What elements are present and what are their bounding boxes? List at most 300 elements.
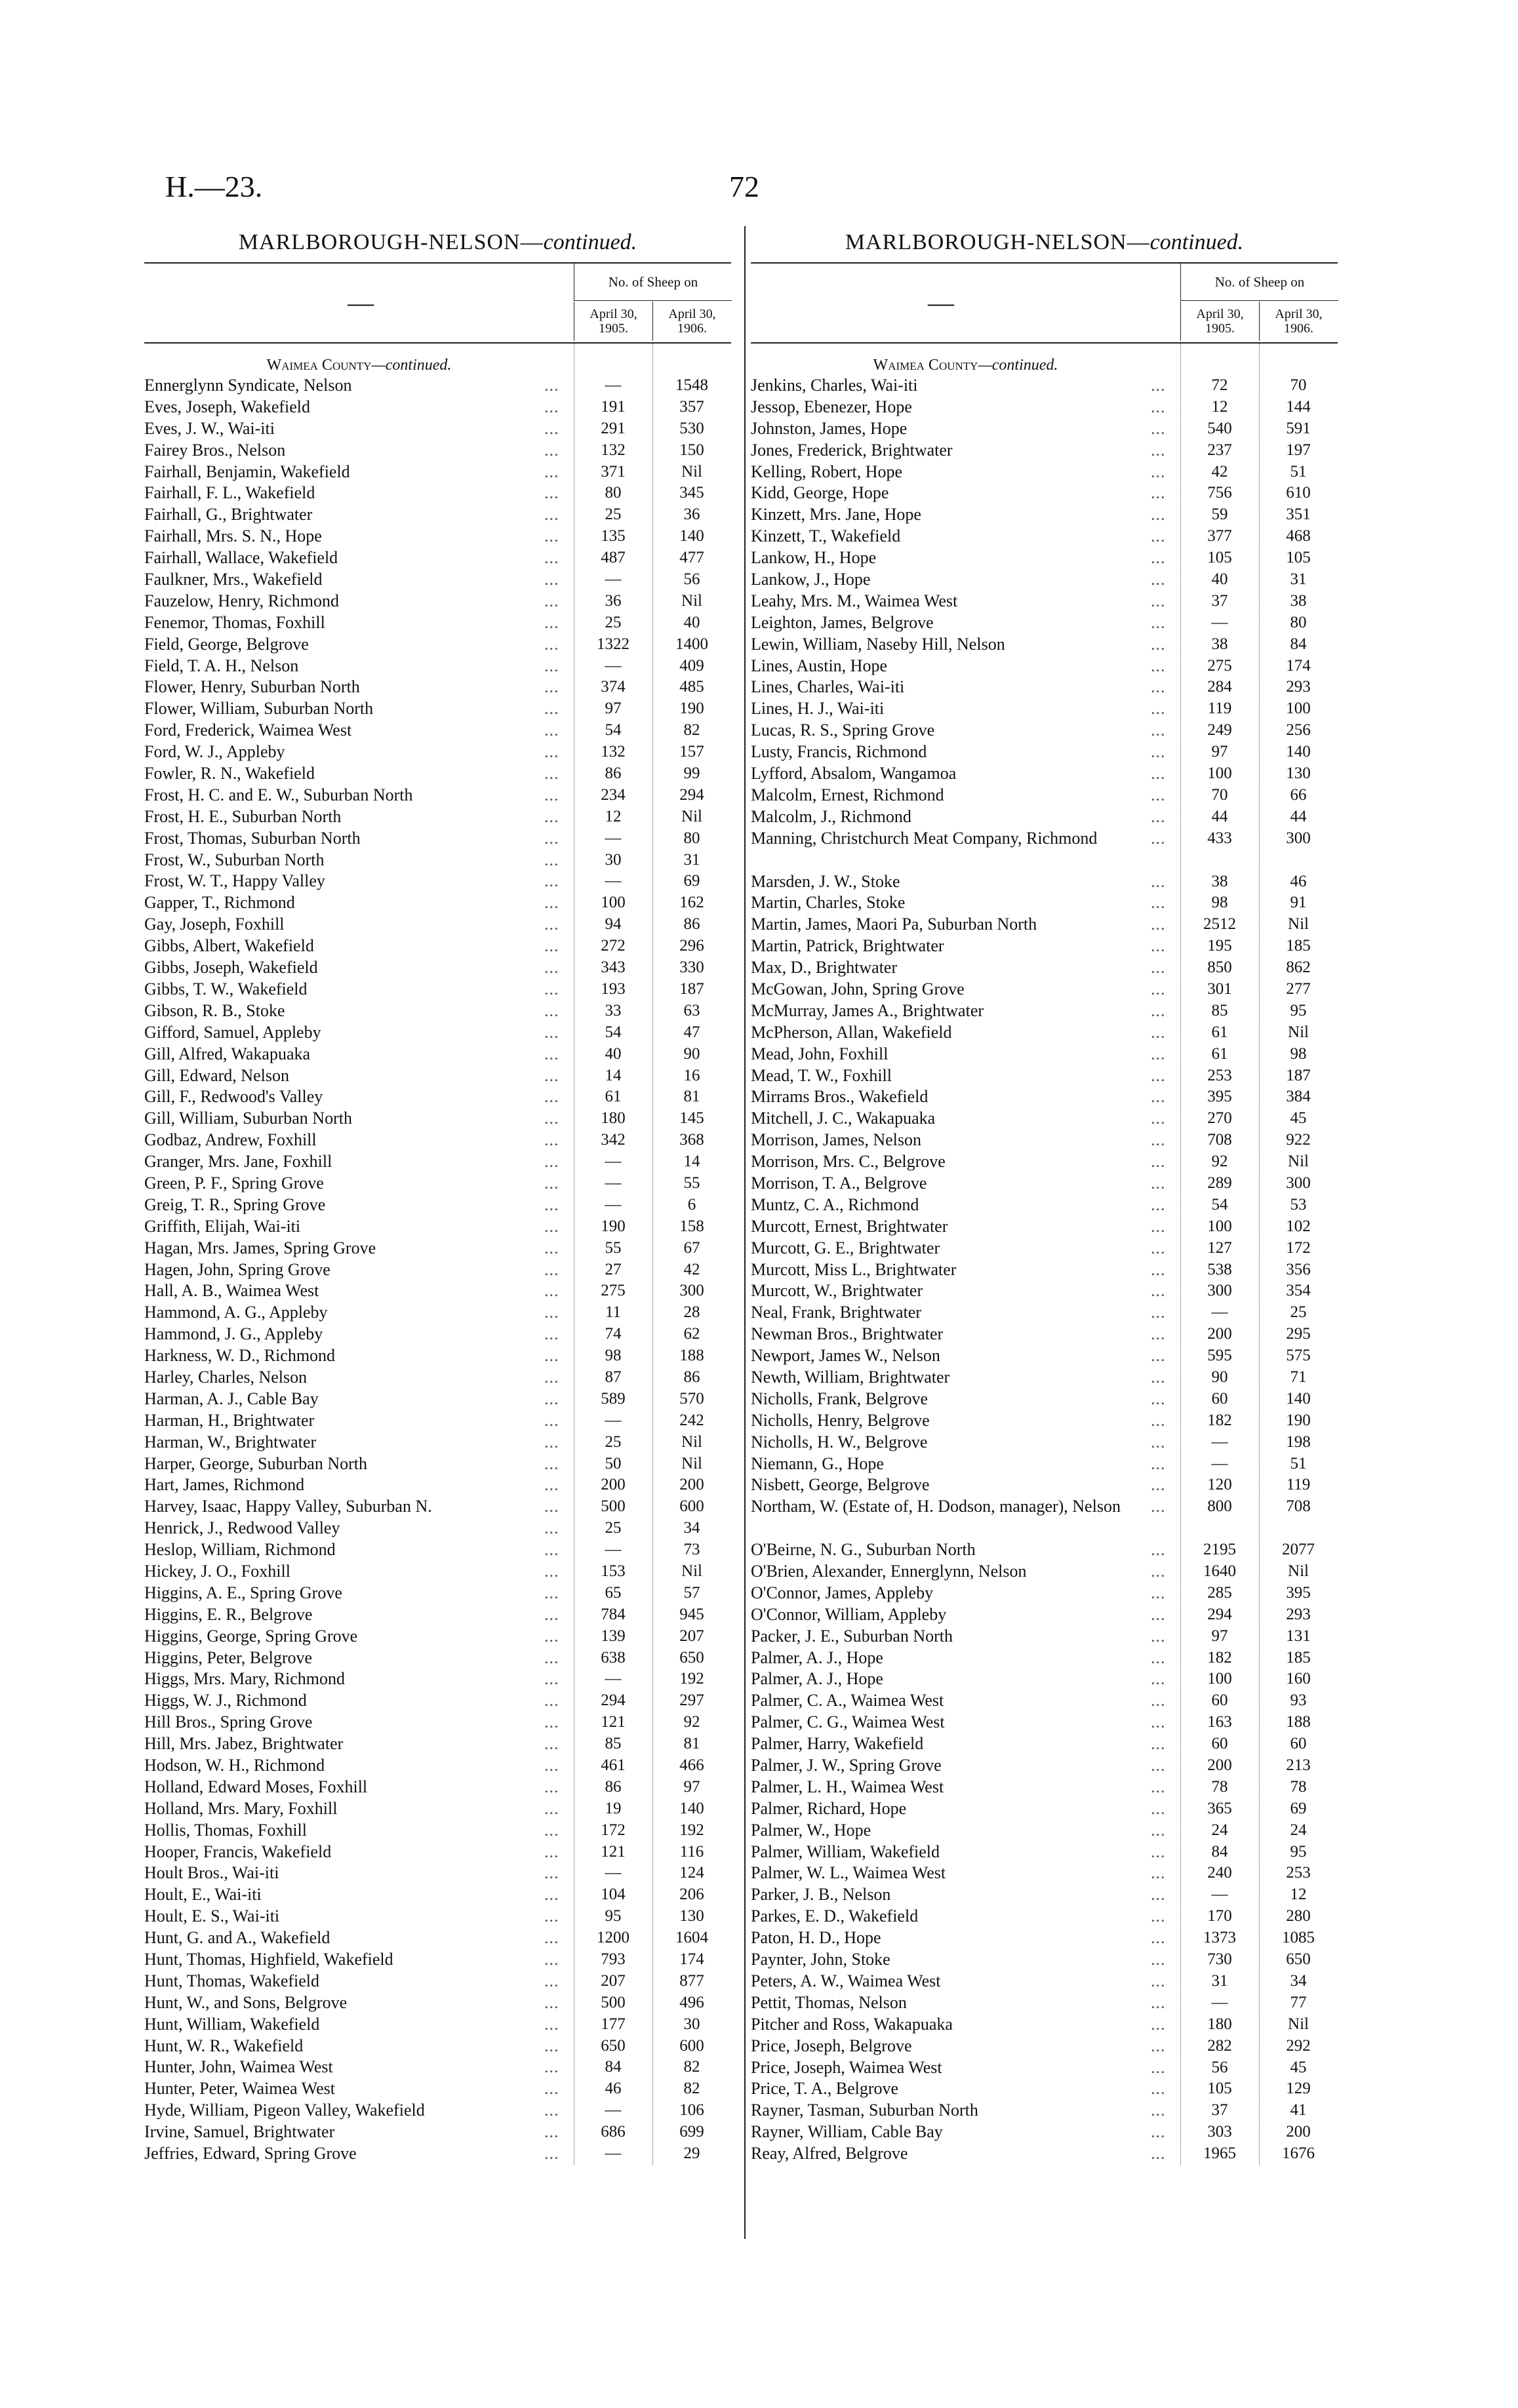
owner-name: Murcott, Miss L., Brightwater [751, 1259, 957, 1279]
owner-name: Faulkner, Mrs., Wakefield [144, 570, 323, 589]
table-row [144, 2143, 731, 2165]
sheep-1905: 84 [1211, 1842, 1228, 1861]
sheep-1905: 54 [1211, 1195, 1228, 1214]
sheep-1905: 686 [601, 2123, 626, 2141]
sheep-1906: 185 [1286, 1648, 1311, 1667]
owner-name: Frost, Thomas, Suburban North [144, 828, 361, 848]
right-table-body [751, 344, 1338, 2165]
leader-dots: ... [1151, 1000, 1166, 1020]
sheep-1906: 90 [683, 1044, 700, 1063]
table-row [144, 2014, 731, 2036]
sheep-1906: 351 [1286, 505, 1311, 524]
table-row [144, 1561, 731, 1583]
owner-name: O'Connor, James, Appleby [751, 1583, 934, 1602]
table-row [144, 1777, 731, 1798]
leader-dots: ... [544, 526, 559, 546]
sheep-1906: 174 [1286, 656, 1311, 675]
leader-dots: ... [544, 1022, 559, 1042]
owner-name: Ford, W. J., Appleby [144, 742, 285, 762]
table-row [144, 828, 731, 850]
table-row [751, 1065, 1338, 1087]
table-row [144, 1302, 731, 1324]
leader-dots: ... [1151, 893, 1166, 913]
owner-name: Leighton, James, Belgrove [751, 612, 934, 632]
leader-dots: ... [1151, 915, 1166, 934]
sheep-1905: 25 [605, 505, 622, 524]
owner-name: Harvey, Isaac, Happy Valley, Suburban N. [144, 1497, 432, 1516]
owner-name: Palmer, William, Wakefield [751, 1842, 940, 1861]
sheep-1906: 36 [683, 505, 700, 524]
sheep-1905: 303 [1207, 2123, 1232, 2141]
sheep-1905: 30 [605, 850, 622, 869]
sheep-1905: 60 [1211, 1691, 1228, 1710]
sheep-1906: 187 [679, 979, 704, 998]
owner-name: Harper, George, Suburban North [144, 1453, 367, 1473]
sheep-1906: 16 [683, 1066, 700, 1084]
sheep-1906: 41 [1290, 2101, 1307, 2120]
table-row [751, 1022, 1338, 1044]
sheep-1905: 2195 [1203, 1541, 1236, 1559]
sheep-1905: 756 [1207, 484, 1232, 502]
owner-name: Palmer, A. J., Hope [751, 1669, 883, 1689]
table-row [751, 1539, 1338, 1561]
leader-dots: ... [544, 1626, 559, 1646]
owner-name: Harley, Charles, Nelson [144, 1367, 308, 1387]
leader-dots: ... [544, 591, 559, 610]
sheep-1905: 800 [1207, 1497, 1232, 1516]
date-1906-header: April 30, 1906. [652, 302, 731, 341]
leader-dots: ... [1151, 720, 1166, 740]
table-row [751, 1863, 1338, 1884]
right-column [751, 223, 1338, 2165]
table-row [751, 741, 1338, 763]
table-row [144, 1324, 731, 1345]
table-row [751, 1668, 1338, 1690]
sheep-1905: 85 [1211, 1001, 1228, 1019]
sheep-1905: 46 [605, 2080, 622, 2098]
table-row [144, 1604, 731, 1626]
sheep-1905: 74 [605, 1325, 622, 1343]
leader-dots: ... [1151, 1173, 1166, 1193]
sheep-1906: 292 [1286, 2036, 1311, 2055]
owner-name: Fauzelow, Henry, Richmond [144, 591, 340, 610]
sheep-1906: 610 [1286, 484, 1311, 502]
owner-name: Newth, William, Brightwater [751, 1367, 950, 1387]
table-row [144, 763, 731, 785]
sheep-1905: 50 [605, 1454, 622, 1472]
leader-dots: ... [544, 1065, 559, 1085]
sheep-1905: 650 [601, 2036, 626, 2055]
sheep-1905: 294 [601, 1691, 626, 1710]
table-row [751, 892, 1338, 914]
leader-dots: ... [1151, 1303, 1166, 1322]
table-row [751, 1453, 1338, 1475]
owner-name: Kidd, George, Hope [751, 483, 889, 503]
owner-name: Hill, Mrs. Jabez, Brightwater [144, 1734, 344, 1754]
sheep-1905: 86 [605, 764, 622, 783]
sheep-1905: 38 [1211, 635, 1228, 653]
owner-name: Hagan, Mrs. James, Spring Grove [144, 1238, 376, 1257]
leader-dots: ... [1151, 1216, 1166, 1236]
leader-dots: ... [544, 1604, 559, 1624]
leader-dots: ... [544, 806, 559, 826]
leader-dots: ... [544, 720, 559, 740]
sheep-1905: 177 [601, 2015, 626, 2033]
table-row [751, 1280, 1338, 1302]
table-row [751, 1130, 1338, 1151]
sheep-1905: 54 [605, 1023, 622, 1041]
left-table-body [144, 344, 731, 2165]
sheep-1905: 59 [1211, 505, 1228, 524]
sheep-1906: 296 [679, 937, 704, 955]
sheep-1906: 80 [1290, 613, 1307, 631]
owner-name: Higgins, A. E., Spring Grove [144, 1583, 342, 1602]
leader-dots: ... [544, 1971, 559, 1990]
table-row [144, 1863, 731, 1884]
table-row [144, 957, 731, 979]
table-row [144, 914, 731, 936]
leader-dots: ... [544, 1346, 559, 1366]
table-row [144, 1798, 731, 1820]
sheep-1905: 282 [1207, 2036, 1232, 2055]
owner-name: Holland, Mrs. Mary, Foxhill [144, 1798, 338, 1818]
table-row [144, 741, 731, 763]
owner-name: McMurray, James A., Brightwater [751, 1000, 984, 1020]
sheep-1906: 53 [1290, 1195, 1307, 1214]
sheep-1905: 284 [1207, 678, 1232, 696]
sheep-1905: 2512 [1203, 915, 1236, 934]
sheep-1905: 100 [1207, 764, 1232, 783]
table-row [144, 1367, 731, 1389]
leader-dots: ... [544, 2057, 559, 2077]
table-row [144, 1065, 731, 1087]
owner-name: Hart, James, Richmond [144, 1475, 305, 1495]
leader-dots: ... [1151, 1281, 1166, 1301]
owner-name: Hunt, William, Wakefield [144, 2014, 320, 2034]
sheep-1905: 54 [605, 721, 622, 740]
sheep-1906: 157 [679, 743, 704, 761]
leader-dots: ... [544, 483, 559, 503]
sheep-1905: 55 [605, 1238, 622, 1257]
sheep-1906: 81 [683, 1735, 700, 1753]
sheep-1906: 77 [1290, 1993, 1307, 2011]
sheep-1905: 1322 [597, 635, 629, 653]
leader-dots: ... [1151, 1109, 1166, 1128]
owner-name: Hunt, Thomas, Wakefield [144, 1971, 320, 1990]
owner-name: Palmer, J. W., Spring Grove [751, 1756, 942, 1775]
sheep-1905: 638 [601, 1648, 626, 1667]
table-row [144, 1151, 731, 1173]
sheep-1906: 200 [679, 1476, 704, 1494]
owner-name: Palmer, Harry, Wakefield [751, 1734, 924, 1754]
leader-dots: ... [544, 2122, 559, 2142]
sheep-1905: 78 [1211, 1777, 1228, 1796]
owner-name: Newman Bros., Brightwater [751, 1324, 944, 1344]
leader-dots: ... [1151, 1324, 1166, 1344]
owner-name: Mead, T. W., Foxhill [751, 1065, 892, 1085]
sheep-1906: 31 [1290, 570, 1307, 589]
sheep-1906: 24 [1290, 1821, 1307, 1839]
table-row [144, 1690, 731, 1712]
sheep-1906: 862 [1286, 958, 1311, 977]
leader-dots: ... [1151, 699, 1166, 719]
owner-name: Palmer, W., Hope [751, 1820, 871, 1840]
leader-dots: ... [544, 1497, 559, 1516]
leader-dots: ... [1151, 1906, 1166, 1926]
table-row [144, 2122, 731, 2143]
owner-name: Lines, H. J., Wai-iti [751, 699, 885, 719]
sheep-1905: 377 [1207, 527, 1232, 545]
sheep-1906: 877 [679, 1971, 704, 1990]
owner-name: Hammond, J. G., Appleby [144, 1324, 323, 1344]
table-row [144, 1648, 731, 1669]
sheep-1906: 86 [683, 1368, 700, 1386]
sheep-1906: 188 [679, 1347, 704, 1365]
owner-name: Parkes, E. D., Wakefield [751, 1906, 919, 1926]
sheep-1906: Nil [681, 591, 702, 610]
sheep-1906: 200 [1286, 2123, 1311, 2141]
sheep-1905: 730 [1207, 1950, 1232, 1969]
owner-name: Rayner, William, Cable Bay [751, 2122, 943, 2142]
table-row [144, 440, 731, 462]
sheep-1906: Nil [681, 462, 702, 481]
leader-dots: ... [544, 2036, 559, 2055]
leader-dots: ... [544, 1906, 559, 1926]
sheep-1906: 6 [687, 1195, 696, 1214]
page-number: 72 [729, 170, 759, 203]
table-row [751, 504, 1338, 526]
sheep-1905: 37 [1211, 591, 1228, 610]
sheep-1906: 330 [679, 958, 704, 977]
sheep-1906: 47 [683, 1023, 700, 1041]
sheep-1906: 496 [679, 1993, 704, 2011]
sheep-1905: 193 [601, 979, 626, 998]
owner-name: Fairhall, F. L., Wakefield [144, 483, 315, 503]
page-identifier: H.—23. [165, 170, 263, 203]
leader-dots: ... [1151, 828, 1166, 848]
sheep-1905: 270 [1207, 1109, 1232, 1128]
sheep-1906: 1548 [675, 376, 708, 394]
sheep-1905: 195 [1207, 937, 1232, 955]
sheep-1905: 500 [601, 1993, 626, 2011]
leader-dots: ... [544, 742, 559, 762]
sheep-1905: 37 [1211, 2101, 1228, 2120]
table-row [751, 1410, 1338, 1432]
leader-dots: ... [1151, 1950, 1166, 1969]
sheep-1906: 485 [679, 678, 704, 696]
owner-name: Lyfford, Absalom, Wangamoa [751, 764, 957, 783]
owner-name: Jones, Frederick, Brightwater [751, 440, 953, 460]
owner-name: Price, Joseph, Belgrove [751, 2036, 912, 2055]
leader-dots: ... [544, 871, 559, 891]
sheep-1906: 95 [1290, 1842, 1307, 1861]
sheep-1905: 100 [1207, 1670, 1232, 1688]
table-row [144, 1733, 731, 1755]
owner-name: Packer, J. E., Suburban North [751, 1626, 953, 1646]
sheep-1905: 487 [601, 549, 626, 567]
sheep-1905: 1965 [1203, 2144, 1236, 2163]
sheep-1905: 1373 [1203, 1929, 1236, 1947]
leader-dots: ... [544, 1087, 559, 1107]
sheep-1906: 93 [1290, 1691, 1307, 1710]
leader-dots: ... [544, 2014, 559, 2034]
table-row [751, 1626, 1338, 1648]
sheep-1905: 139 [601, 1627, 626, 1645]
sheep-1905: — [605, 1541, 622, 1559]
table-row [751, 957, 1338, 979]
table-row [751, 1949, 1338, 1971]
sheep-1906: 158 [679, 1217, 704, 1235]
sheep-1906: Nil [1288, 915, 1309, 934]
sheep-1905: 240 [1207, 1864, 1232, 1882]
owner-name: Frost, W. T., Happy Valley [144, 871, 325, 891]
sheep-1906: 207 [679, 1627, 704, 1645]
sheep-1905: 291 [601, 419, 626, 437]
leader-dots: ... [544, 1000, 559, 1020]
owner-name: Lines, Austin, Hope [751, 656, 887, 675]
leader-dots: ... [544, 785, 559, 804]
sheep-1905: 87 [605, 1368, 622, 1386]
sheep-1905: 275 [601, 1282, 626, 1300]
table-row [144, 1259, 731, 1281]
sheep-1905: 100 [601, 894, 626, 912]
sheep-1906: 293 [1286, 1605, 1311, 1623]
table-row [751, 656, 1338, 677]
table-row [751, 1755, 1338, 1777]
leader-dots: ... [544, 1130, 559, 1150]
sheep-1906: 253 [1286, 1864, 1311, 1882]
sheep-1906: 46 [1290, 872, 1307, 890]
table-row [751, 1906, 1338, 1927]
sheep-1906: 144 [1286, 397, 1311, 416]
owner-name: Jessop, Ebenezer, Hope [751, 397, 912, 416]
sheep-1906: 395 [1286, 1583, 1311, 1602]
leader-dots: ... [1151, 1842, 1166, 1861]
owner-name: Irvine, Samuel, Brightwater [144, 2122, 335, 2142]
table-row [751, 483, 1338, 504]
sheep-1905: 27 [605, 1260, 622, 1278]
owner-name: Price, Joseph, Waimea West [751, 2057, 942, 2077]
leader-dots: ... [544, 1777, 559, 1796]
sheep-1906: 84 [1290, 635, 1307, 653]
owner-name: Godbaz, Andrew, Foxhill [144, 1130, 317, 1150]
table-row [144, 1668, 731, 1690]
sheep-1906: 44 [1290, 807, 1307, 825]
leader-dots: ... [1151, 612, 1166, 632]
right-section-title: Waimea County—continued. [873, 357, 1058, 374]
leader-dots: ... [544, 936, 559, 956]
sheep-1906: 300 [1286, 829, 1311, 847]
owner-name: Malcolm, J., Richmond [751, 806, 911, 826]
sheep-1905: 61 [1211, 1044, 1228, 1063]
sheep-1905: 60 [1211, 1735, 1228, 1753]
owner-name: Lines, Charles, Wai-iti [751, 677, 905, 697]
table-row [751, 1927, 1338, 1949]
sheep-1905: 595 [1207, 1347, 1232, 1365]
leader-dots: ... [1151, 440, 1166, 460]
owner-name: Hoult, E., Wai-iti [144, 1885, 262, 1905]
sheep-1905: — [605, 829, 622, 847]
leader-dots: ... [544, 828, 559, 848]
sheep-1906: 14 [683, 1153, 700, 1171]
sheep-1906: 185 [1286, 937, 1311, 955]
sheep-1906: 86 [683, 915, 700, 934]
sheep-1905: — [605, 2101, 622, 2120]
leader-dots: ... [544, 1410, 559, 1430]
sheep-1906: 600 [679, 2036, 704, 2055]
sheep-1905: 121 [601, 1842, 626, 1861]
owner-name: Pettit, Thomas, Nelson [751, 1992, 907, 2012]
owner-name: Granger, Mrs. Jane, Foxhill [144, 1152, 332, 1172]
table-row [751, 979, 1338, 1000]
leader-dots: ... [544, 850, 559, 869]
owner-name: Higgins, Peter, Belgrove [144, 1648, 313, 1667]
sheep-1905: — [605, 872, 622, 890]
owner-name: Flower, Henry, Suburban North [144, 677, 360, 697]
owner-name: Gibbs, Albert, Wakefield [144, 936, 314, 956]
leader-dots: ... [544, 656, 559, 675]
table-row [751, 440, 1338, 462]
leader-dots: ... [544, 2079, 559, 2099]
owner-name: O'Brien, Alexander, Ennerglynn, Nelson [751, 1562, 1027, 1581]
table-row [144, 418, 731, 440]
sheep-1905: 94 [605, 915, 622, 934]
table-row [751, 1086, 1338, 1108]
sheep-1905: — [1211, 1454, 1228, 1472]
sheep-1905: 12 [605, 807, 622, 825]
sheep-1905: 461 [601, 1756, 626, 1774]
owner-name: Hickey, J. O., Foxhill [144, 1561, 290, 1581]
sheep-1906: 99 [683, 764, 700, 783]
owner-name: Frost, W., Suburban North [144, 850, 325, 869]
sheep-1906: 105 [1286, 549, 1311, 567]
leader-dots: ... [544, 376, 559, 395]
sheep-1905: 1200 [597, 1929, 629, 1947]
sheep-1905: — [1211, 613, 1228, 631]
leader-dots: ... [544, 1194, 559, 1214]
leader-dots: ... [1151, 1152, 1166, 1172]
table-row [144, 1884, 731, 1906]
sheep-1906: 82 [683, 2080, 700, 2098]
owner-name: Neal, Frank, Brightwater [751, 1303, 921, 1322]
left-column [144, 223, 731, 2165]
leader-dots: ... [1151, 2057, 1166, 2077]
sheep-1906: 116 [679, 1842, 704, 1861]
sheep-1905: 40 [605, 1044, 622, 1063]
sheep-1905: 85 [605, 1735, 622, 1753]
sheep-1906: 71 [1290, 1368, 1307, 1386]
owner-name: Gill, Edward, Nelson [144, 1065, 289, 1085]
owner-name: Kinzett, Mrs. Jane, Hope [751, 505, 921, 524]
owner-name: Gay, Joseph, Foxhill [144, 915, 285, 934]
leader-dots: ... [544, 1691, 559, 1710]
owner-name: Niemann, G., Hope [751, 1453, 884, 1473]
owner-name: Mirrams Bros., Wakefield [751, 1087, 929, 1107]
table-row [144, 656, 731, 677]
owner-name: Higgins, George, Spring Grove [144, 1626, 358, 1646]
table-row [751, 720, 1338, 741]
owner-name: Leahy, Mrs. M., Waimea West [751, 591, 958, 610]
leader-dots: ... [544, 397, 559, 416]
sheep-1905: 119 [1207, 700, 1232, 718]
sheep-1905: 120 [1207, 1476, 1232, 1494]
leader-dots: ... [1151, 1820, 1166, 1840]
owner-name: Lusty, Francis, Richmond [751, 742, 927, 762]
table-row [144, 936, 731, 957]
leader-dots: ... [544, 1389, 559, 1408]
sheep-1905: — [605, 1174, 622, 1192]
leader-dots: ... [544, 1367, 559, 1387]
